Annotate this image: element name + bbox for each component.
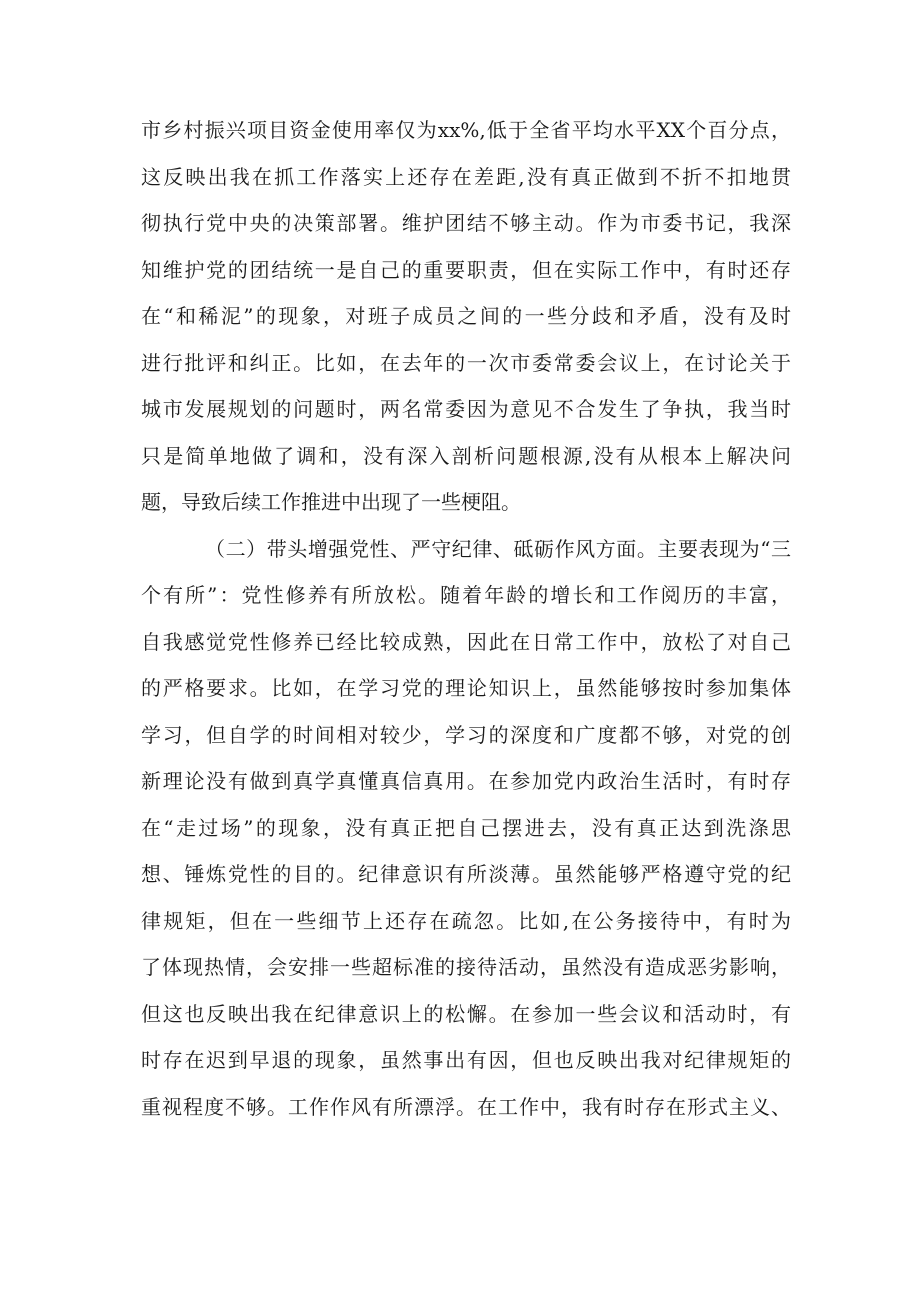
text-line: 想、锤炼党性的目的。纪律意识有所淡薄。虽然能够严格遵守党的纪 xyxy=(141,862,791,886)
text-line: 但这也反映出我在纪律意识上的松懈。在参加一些会议和活动时，有 xyxy=(141,1001,791,1026)
text-line: 重视程度不够。工作作风有所漂浮。在工作中，我有时存在形式主义、 xyxy=(141,1094,791,1119)
text-line: 市乡村振兴项目资金使用率仅为xx%,低于全省平均水平XX个百分点， xyxy=(141,118,791,142)
text-line: 只是简单地做了调和，没有深入剖析问题根源,没有从根本上解决问 xyxy=(141,443,791,468)
section-heading-line: （二）带头增强党性、严守纪律、砥砺作风方面。主要表现为“三 xyxy=(205,536,791,561)
text-line: 进行批评和纠正。比如，在去年的一次市委常委会议上，在讨论关于 xyxy=(141,350,791,375)
text-line: 这反映出我在抓工作落实上还存在差距,没有真正做到不折不扣地贯 xyxy=(141,164,791,189)
text-line: 了体现热情，会安排一些超标准的接待活动，虽然没有造成恶劣影响， xyxy=(141,955,791,979)
text-line: 自我感觉党性修养已经比较成熟，因此在日常工作中，放松了对自己 xyxy=(141,629,791,654)
text-line: 的严格要求。比如，在学习党的理论知识上，虽然能够按时参加集体 xyxy=(141,676,791,700)
text-line: 学习，但自学的时间相对较少，学习的深度和广度都不够，对党的创 xyxy=(141,722,791,747)
text-line: 个有所”：党性修养有所放松。随着年龄的增长和工作阅历的丰富， xyxy=(141,583,791,607)
text-line: 律规矩，但在一些细节上还存在疏忽。比如,在公务接待中，有时为 xyxy=(141,908,791,933)
text-line: 在“和稀泥”的现象，对班子成员之间的一些分歧和矛盾，没有及时 xyxy=(141,304,791,328)
text-line: 新理论没有做到真学真懂真信真用。在参加党内政治生活时，有时存 xyxy=(141,769,791,793)
text-line: 知维护党的团结统一是自己的重要职责，但在实际工作中，有时还存 xyxy=(141,257,791,282)
text-line: 题，导致后续工作推进中出现了一些梗阻。 xyxy=(141,490,521,514)
text-line: 彻执行党中央的决策部署。维护团结不够主动。作为市委书记，我深 xyxy=(141,211,791,235)
text-line: 时存在迟到早退的现象，虽然事出有因，但也反映出我对纪律规矩的 xyxy=(141,1048,791,1072)
text-line: 城市发展规划的问题时，两名常委因为意见不合发生了争执，我当时 xyxy=(141,397,791,421)
text-line: 在“走过场”的现象，没有真正把自己摆进去，没有真正达到洗涤思 xyxy=(141,815,791,840)
body-text xyxy=(141,110,791,1133)
